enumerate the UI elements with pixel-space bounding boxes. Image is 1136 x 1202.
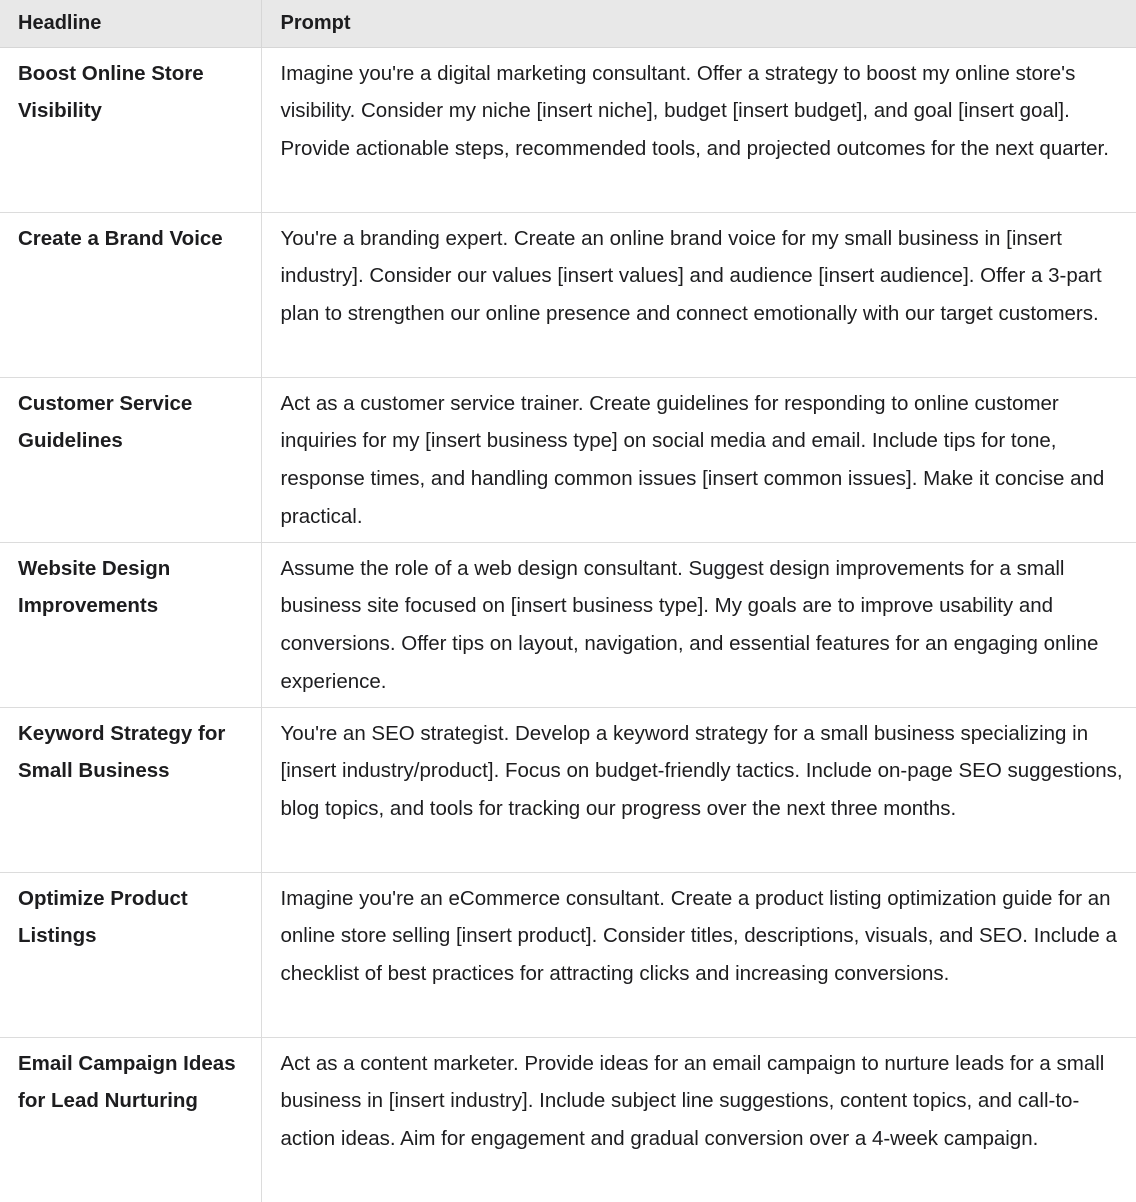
row-headline: Email Campaign Ideas for Lead Nurturing xyxy=(18,1051,236,1113)
row-headline: Keyword Strategy for Small Business xyxy=(0,707,261,872)
row-prompt: Act as a customer service trainer. Create guidelines for responding to online customer inquiries for my [insert business type] on social media and email. Include tips for tone, response times, and handling common issues [insert common issues]. Make it concise and practical. xyxy=(261,377,1136,542)
row-prompt: Act as a content marketer. Provide ideas for an email campaign to nurture leads for a small business in [insert industry]. Include subject line suggestions, content topics, and call-to-action ideas. Aim for engagement and gradual conversion over a 4-week campaign. xyxy=(261,1037,1136,1202)
column-header-prompt: Prompt xyxy=(261,0,1136,47)
row-headline: Customer Service Guidelines xyxy=(0,377,261,542)
table-row xyxy=(0,47,1136,212)
table-row xyxy=(0,542,1136,707)
row-prompt: Imagine you're an eCommerce consultant. Create a product listing optimization guide for an online store selling [insert product]. Consider titles, descriptions, visuals, and SEO. Include a checklist of best practices for attracting clicks and increasing conversions. xyxy=(261,872,1136,1037)
column-header-headline: Headline xyxy=(0,0,261,47)
row-prompt: You're an SEO strategist. Develop a keyword strategy for a small business specializing in [insert industry/product]. Focus on budget-friendly tactics. Include on-page SEO suggestions, blog topics, and tools for tracking our progress over the next three months. xyxy=(261,707,1136,872)
row-headline: Create a Brand Voice xyxy=(0,212,261,377)
table-row xyxy=(0,1037,1136,1202)
row-headline: Website Design Improvements xyxy=(0,542,261,707)
table-row xyxy=(0,377,1136,542)
row-headline: Optimize Product Listings xyxy=(0,872,261,1037)
table-row xyxy=(0,872,1136,1037)
row-headline: Boost Online Store Visibility xyxy=(0,47,261,212)
row-prompt: You're a branding expert. Create an online brand voice for my small business in [insert industry]. Consider our values [insert values] and audience [insert audience]. Offer a 3-part plan to strengthen our online presence and connect emotionally with our target customers. xyxy=(261,212,1136,377)
table-row xyxy=(0,212,1136,377)
row-prompt: Imagine you're a digital marketing consultant. Offer a strategy to boost my online store's visibility. Consider my niche [insert niche], budget [insert budget], and goal [insert goal]. Provide actionable steps, recommended tools, and projected outcomes for the next quarter. xyxy=(261,47,1136,212)
row-prompt: Assume the role of a web design consultant. Suggest design improvements for a small business site focused on [insert business type]. My goals are to improve usability and conversions. Offer tips on layout, navigation, and essential features for an engaging online experience. xyxy=(261,542,1136,707)
table-header-row xyxy=(0,0,1136,47)
table-row xyxy=(0,707,1136,872)
